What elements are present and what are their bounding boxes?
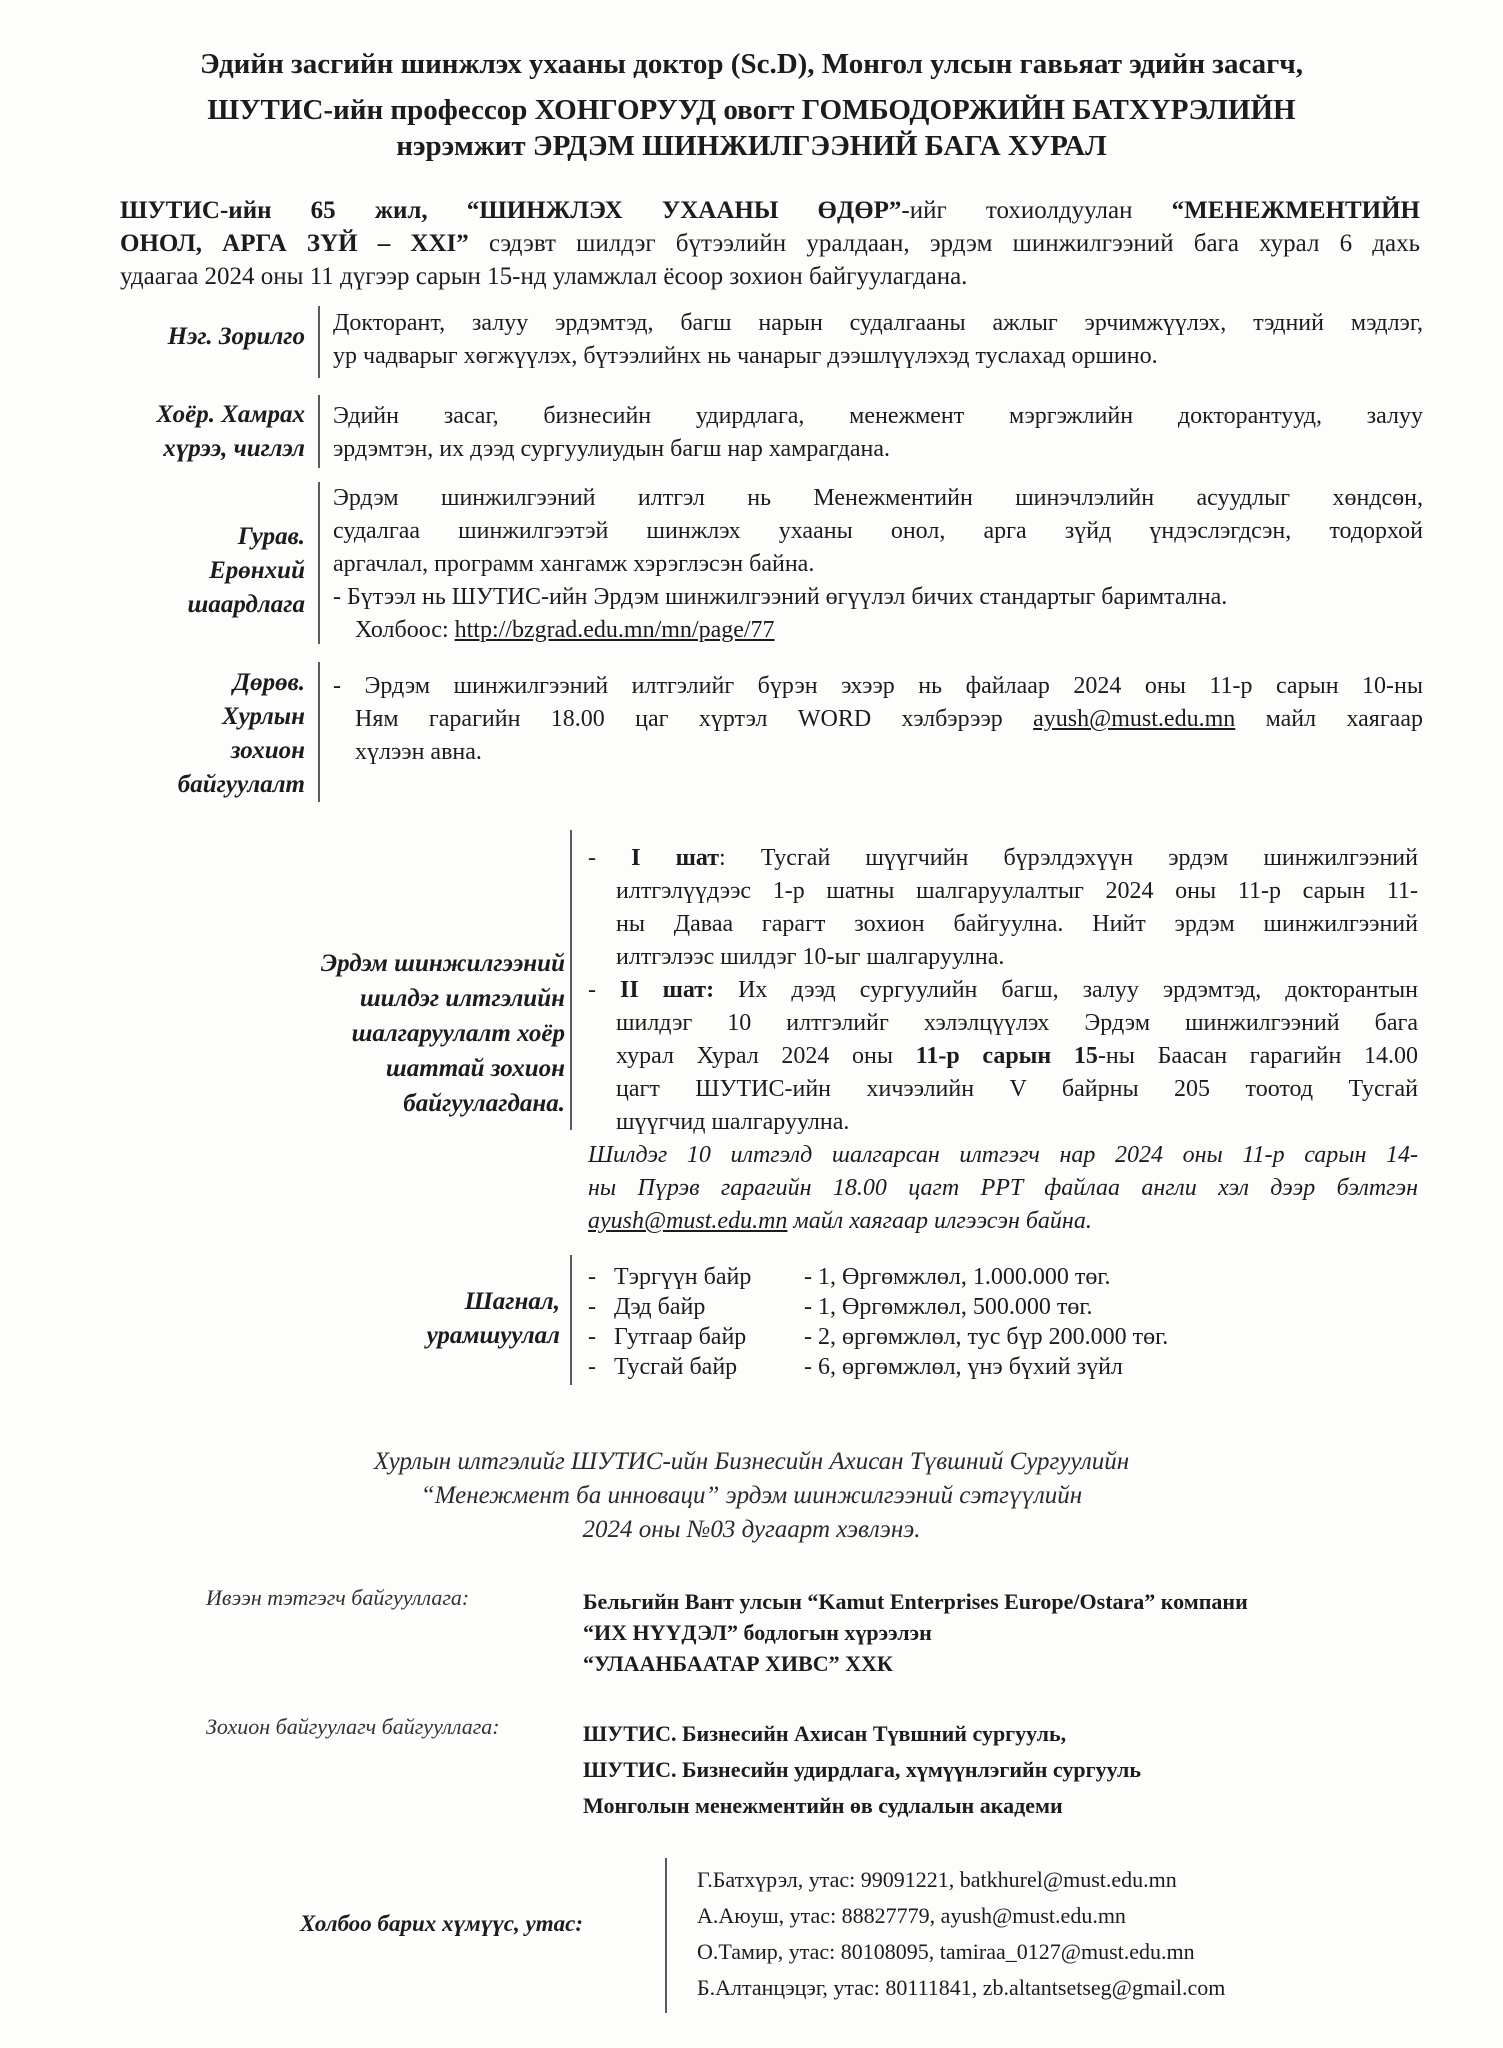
ppt-email-link[interactable]: ayush@must.edu.mn <box>588 1208 788 1234</box>
section-4-line-3: хүлээн авна. <box>355 739 482 765</box>
organizer-2: ШУТИС. Бизнесийн удирдлага, хүмүүнлэгийн сургууль <box>583 1757 1142 1782</box>
contacts-label: Холбоо барих хүмүүс, утас: <box>300 1911 583 1936</box>
section-4-line-2c: майл хаягаар <box>1235 706 1423 732</box>
note-line-3b: майл хаягаар илгээсэн байна. <box>787 1208 1092 1234</box>
prize-row <box>588 1292 1368 1322</box>
section-4-label-2: Хурлын <box>221 703 305 730</box>
stage-2-line-3c: -ны Баасан гарагийн 14.00 <box>1097 1043 1418 1069</box>
selection-rule <box>570 830 572 1130</box>
note-line-1: Шилдэг 10 илтгэлд шалгарсан илтгэгч нар 2024 оны 11-р сарын 14- <box>588 1142 1418 1168</box>
prize-desc: - 1, Өргөмжлөл, 500.000 төг. <box>804 1294 1093 1320</box>
section-2-line-2: эрдэмтэн, их дээд сургуулиудын багш нар хамрагдана. <box>333 436 891 462</box>
publication-line-2: “Менежмент ба инноваци” эрдэм шинжилгээний сэтгүүлийн <box>420 1482 1083 1509</box>
section-4-line-1: - Эрдэм шинжилгээний илтгэлийг бүрэн эхээр нь файлаар 2024 оны 11-р сарын 10-ны <box>333 673 1423 699</box>
section-4-line-2a: Ням гарагийн 18.00 цаг хүртэл WORD хэлбэрээр <box>355 706 1034 732</box>
prize-desc: - 1, Өргөмжлөл, 1.000.000 төг. <box>804 1264 1111 1290</box>
intro-text-3: удаагаа 2024 оны 11 дүгээр сарын 15-нд уламжлал ёсоор зохион байгуулагдана. <box>120 263 968 290</box>
intro-text-1: -ийг тохиолдуулан <box>901 197 1172 224</box>
prize-name: Тусгай байр <box>614 1354 738 1380</box>
organizer-3: Монголын менежментийн өв судлалын академи <box>583 1793 1063 1818</box>
stage-2-line-2: шилдэг 10 илтгэлийг хэлэлцүүлэх Эрдэм шинжилгээний бага <box>616 1010 1418 1036</box>
prize-desc: - 2, өргөмжлөл, тус бүр 200.000 төг. <box>804 1324 1169 1350</box>
organizers-list <box>583 1716 1463 1824</box>
prizes-rule <box>570 1255 572 1385</box>
prizes-list <box>588 1262 1368 1382</box>
submission-email-link[interactable]: ayush@must.edu.mn <box>1033 706 1236 732</box>
selection-label-3: шалгаруулалт хоёр <box>351 1020 565 1047</box>
selection-label-5: байгуулагдана. <box>403 1090 565 1117</box>
section-3-line-3: аргачлал, программ хангамж хэрэглэсэн байна. <box>333 551 815 577</box>
intro-emph-2: “МЕНЕЖМЕНТИЙН <box>1171 197 1420 224</box>
stage-1-head: I шат <box>631 845 720 871</box>
prize-row <box>588 1352 1368 1382</box>
stage-1-line-3: ны Даваа гарагт зохион байгуулна. Нийт эрдэм шинжилгээний <box>616 911 1418 937</box>
prize-desc: - 6, өргөмжлөл, үнэ бүхий зүйл <box>804 1354 1123 1380</box>
contacts-rule <box>665 1858 667 2013</box>
selection-body: - I шат: Тусгай шүүгчийн бүрэлдэхүүн эрдэм шинжилгээний илтгэлүүдээс 1-р шатны шалгаруулалтыг 2024 оны 11-р сарын 11- ны Даваа гарагт зохион байгуулна. Нийт эрдэм шинжилгээний илтгэлээс шилдэг 10-ыг шалгаруулна. - II шат: Их дээд сургуулийн багш, залуу эрдэмтэд, докторантын шилдэг 10 илтгэлийг хэлэлцүүлэх Эрдэм шинжилгээний бага хурал Хурал 2024 оны 11-р сарын 15-ны Баасан гарагийн 14.00 цагт ШУТИС-ийн хичээлийн V байрны 205 тоотод Тусгай шүүгчид шалгаруулна. Шилдэг 10 илтгэлд шалгарсан илтгэгч нар 2024 оны 11-р сарын 14- ны Пүрэв гарагийн 18.00 цагт PPT файлаа англи хэл дээр бэлтгэн ayush@must.edu.mn майл хаягаар илгээсэн байна. <box>588 845 1418 1234</box>
intro-text-2: сэдэвт шилдэг бүтээлийн уралдаан, эрдэм шинжилгээний бага хурал 6 дахь <box>468 230 1420 257</box>
section-3-body <box>333 482 1423 647</box>
intro-emph-1: ШУТИС-ийн 65 жил, “ШИНЖЛЭХ УХААНЫ ӨДӨР” <box>120 197 902 224</box>
section-3-label <box>100 520 305 622</box>
stage-2-line-5: шүүгчид шалгаруулна. <box>616 1109 850 1135</box>
organizers-label: Зохион байгуулагч байгууллага: <box>206 1714 500 1739</box>
prizes-label-2: урамшуулал <box>426 1322 560 1349</box>
section-2-label <box>100 398 305 466</box>
section-2-rule <box>318 395 320 468</box>
section-4-body <box>333 670 1423 769</box>
publication-note <box>0 1445 1503 1547</box>
prize-row <box>588 1322 1368 1352</box>
prize-dash: - <box>588 1264 596 1290</box>
organizer-1: ШУТИС. Бизнесийн Ахисан Түвшний сургууль, <box>583 1721 1067 1746</box>
standard-link[interactable]: http://bzgrad.edu.mn/mn/page/77 <box>454 617 775 643</box>
contact-item[interactable]: Г.Батхүрэл, утас: 99091221, batkhurel@must.edu.mn <box>697 1867 1177 1892</box>
section-1-label: Нэг. Зорилго <box>167 323 305 350</box>
selection-label-1: Эрдэм шинжилгээний <box>320 950 565 977</box>
prize-dash: - <box>588 1294 596 1320</box>
contact-item[interactable]: О.Тамир, утас: 80108095, tamiraa_0127@must.edu.mn <box>697 1939 1195 1964</box>
header-line-3: нэрэмжит ЭРДЭМ ШИНЖИЛГЭЭНИЙ БАГА ХУРАЛ <box>396 130 1107 162</box>
prizes-label <box>330 1285 560 1353</box>
contact-item[interactable]: А.Аюуш, утас: 88827779, ayush@must.edu.mn <box>697 1903 1126 1928</box>
prize-dash: - <box>588 1354 596 1380</box>
intro-paragraph <box>120 194 1420 293</box>
prizes-label-1: Шагнал, <box>464 1288 560 1315</box>
section-4-label-1: Дөрөв. <box>233 669 305 696</box>
section-2-body <box>333 400 1423 466</box>
sponsor-2: “ИХ НҮҮДЭЛ” бодлогын хүрээлэн <box>583 1620 932 1645</box>
contacts-list <box>697 1862 1457 2006</box>
stage-2-date: 11-р сарын 15 <box>915 1043 1098 1069</box>
note-line-2: ны Пүрэв гарагийн 18.00 цагт PPT файлаа англи хэл дээр бэлтгэн <box>588 1175 1418 1201</box>
sponsors-label: Ивээн тэтгэгч байгууллага: <box>206 1585 470 1610</box>
section-2-line-1: Эдийн засаг, бизнесийн удирдлага, менежмент мэргэжлийн докторантууд, залуу <box>333 403 1423 429</box>
section-1-line-1: Докторант, залуу эрдэмтэд, багш нарын судалгааны ажлыг эрчимжүүлэх, тэдний мэдлэг, <box>333 310 1423 336</box>
section-3-line-2: судалгаа шинжилгээтэй шинжлэх ухааны онол, арга зүйд үндэслэгдсэн, тодорхой <box>333 518 1423 544</box>
section-4-label-3: зохион <box>230 737 305 764</box>
stage-2-line-4: цагт ШУТИС-ийн хичээлийн V байрны 205 тоотод Тусгай <box>616 1076 1418 1102</box>
selection-label-4: шаттай зохион <box>385 1055 565 1082</box>
stage-1-line-1: : Тусгай шүүгчийн бүрэлдэхүүн эрдэм шинжилгээний <box>719 845 1418 871</box>
stage-1-line-2: илтгэлүүдээс 1-р шатны шалгаруулалтыг 2024 оны 11-р сарын 11- <box>616 878 1418 904</box>
sponsor-1: Бельгийн Вант улсын “Kamut Enterprises Europe/Ostara” компани <box>583 1589 1248 1614</box>
selection-label-2: шилдэг илтгэлийн <box>359 985 565 1012</box>
prize-name: Гутгаар байр <box>614 1324 747 1350</box>
section-3-line-4: - Бүтээл нь ШУТИС-ийн Эрдэм шинжилгээний өгүүлэл бичих стандартыг баримтална. <box>333 584 1228 610</box>
prize-dash: - <box>588 1324 596 1350</box>
section-2-label-1: Хоёр. Хамрах <box>156 401 305 428</box>
section-1-line-2: ур чадварыг хөгжүүлэх, бүтээлийнх нь чанарыг дээшлүүлэхэд туслахад оршино. <box>333 343 1158 369</box>
stage-2-head: II шат: <box>619 977 715 1003</box>
section-1-body <box>333 307 1423 373</box>
stage-2-line-3a: хурал Хурал 2024 оны <box>616 1043 916 1069</box>
prize-name: Тэргүүн байр <box>614 1264 752 1290</box>
stage-2-line-1: Их дээд сургуулийн багш, залуу эрдэмтэд, докторантын <box>714 977 1418 1003</box>
contact-item[interactable]: Б.Алтанцэцэг, утас: 80111841, zb.altantsetseg@gmail.com <box>697 1975 1226 2000</box>
header-line-2: ШУТИС-ийн профессор ХОНГОРУУД овогт ГОМБОДОРЖИЙН БАТХҮРЭЛИЙН <box>207 94 1296 126</box>
header-line-1: Эдийн засгийн шинжлэх ухааны доктор (Sc.D), Монгол улсын гавьяат эдийн засагч, <box>200 48 1303 80</box>
section-2-label-2: хүрээ, чиглэл <box>163 435 305 462</box>
prize-row <box>588 1262 1368 1292</box>
intro-emph-3: ОНОЛ, АРГА ЗҮЙ – XXI” <box>120 230 469 257</box>
sponsor-3: “УЛААНБААТАР ХИВС” ХХК <box>583 1651 893 1676</box>
stage-1-line-4: илтгэлээс шилдэг 10-ыг шалгаруулна. <box>616 944 1005 970</box>
section-4-label-4: байгуулалт <box>177 771 305 798</box>
publication-line-3: 2024 оны №03 дугаарт хэвлэнэ. <box>582 1516 921 1543</box>
section-3-label-2: Ерөнхий <box>209 557 305 584</box>
section-1-rule <box>318 306 320 378</box>
selection-label <box>250 946 565 1121</box>
section-3-label-3: шаардлага <box>187 591 305 618</box>
link-label: Холбоос: <box>355 617 455 643</box>
section-3-line-1: Эрдэм шинжилгээний илтгэл нь Менежментийн шинэчлэлийн асуудлыг хөндсөн, <box>333 485 1423 511</box>
sponsors-list <box>583 1586 1463 1679</box>
section-4-rule <box>318 662 320 802</box>
section-4-label <box>100 666 305 802</box>
section-3-rule <box>318 482 320 644</box>
section-3-label-1: Гурав. <box>237 523 305 550</box>
prize-name: Дэд байр <box>614 1294 706 1320</box>
publication-line-1: Хурлын илтгэлийг ШУТИС-ийн Бизнесийн Ахисан Түвшний Сургуулийн <box>373 1448 1130 1475</box>
